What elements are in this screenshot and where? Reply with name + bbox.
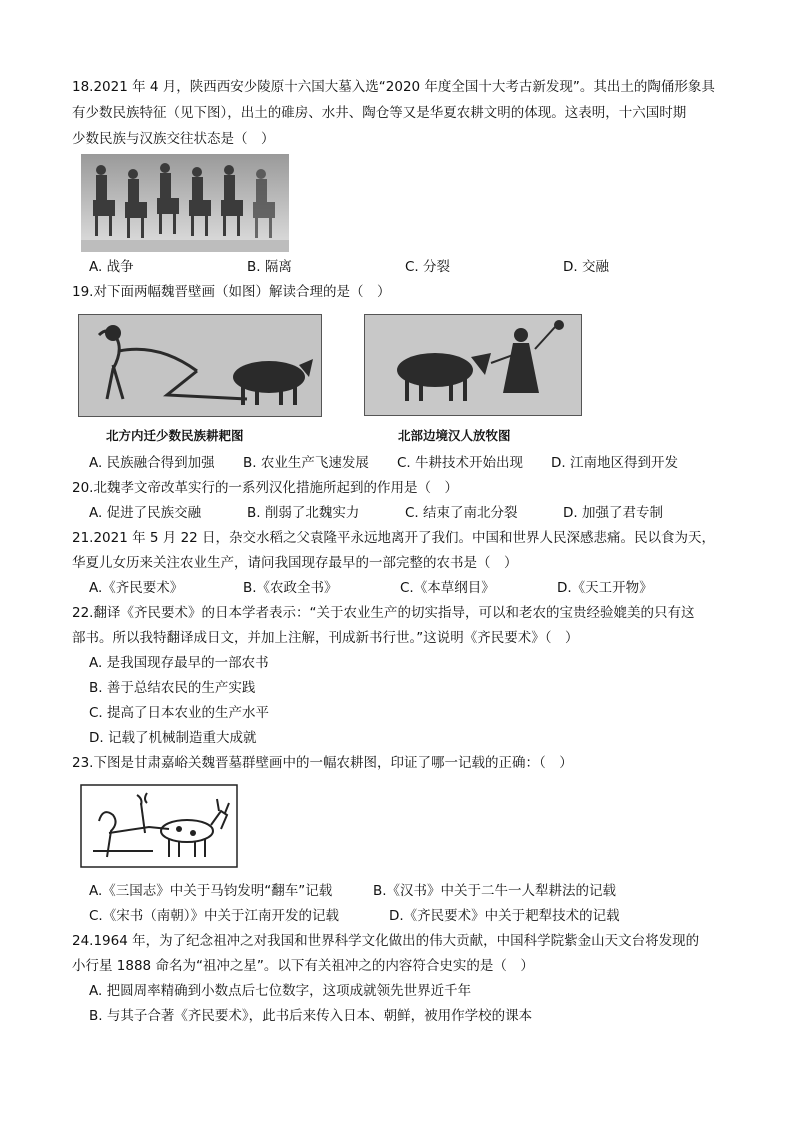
- q22-option-a: A. 是我国现存最早的一部农书: [89, 655, 269, 671]
- q19-option-b: B. 农业生产飞速发展: [243, 455, 369, 471]
- q24-option-a: A. 把圆周率精确到小数点后七位数字，这项成就领先世界近千年: [89, 983, 472, 999]
- q23-stem: 23.下图是甘肃嘉峪关魏晋墓群壁画中的一幅农耕图，印证了哪一记载的正确：（ ）: [72, 755, 573, 771]
- q24-option-b: B. 与其子合著《齐民要术》，此书后来传入日本、朝鲜，被用作学校的课本: [89, 1008, 533, 1024]
- q21-option-b: B.《农政全书》: [243, 580, 338, 596]
- q18-option-d: D. 交融: [563, 259, 609, 275]
- q18-option-b: B. 隔离: [247, 259, 292, 275]
- q21-option-d: D.《天工开物》: [557, 580, 653, 596]
- q19-stem: 19.对下面两幅魏晋壁画（如图）解读合理的是（ ）: [72, 284, 391, 300]
- caption-plowing: 北方内迁少数民族耕耙图: [106, 428, 244, 443]
- q20-stem: 20.北魏孝文帝改革实行的一系列汉化措施所起到的作用是（ ）: [72, 480, 458, 496]
- q24-line-1: 24.1964 年，为了纪念祖冲之对我国和世界科学文化做出的伟大贡献，中国科学院紫金山天文台将发现的: [72, 933, 700, 949]
- q18-option-a: A. 战争: [89, 259, 134, 275]
- q20-option-d: D. 加强了君专制: [563, 505, 663, 521]
- tomb-figurines-photo: [81, 154, 289, 252]
- q21-option-a: A.《齐民要术》: [89, 580, 184, 596]
- herding-mural: [364, 314, 582, 416]
- q18-line-3: 少数民族与汉族交往状态是（ ）: [72, 131, 275, 147]
- q22-option-c: C. 提高了日本农业的生产水平: [89, 705, 270, 721]
- q22-line-1: 22.翻译《齐民要术》的日本学者表示：“关于农业生产的切实指导，可以和老农的宝贵经验媲美的只有这: [72, 605, 695, 621]
- q24-line-2: 小行星 1888 命名为“祖冲之星”。以下有关祖冲之的内容符合史实的是（ ）: [72, 958, 534, 974]
- q22-option-b: B. 善于总结农民的生产实践: [89, 680, 256, 696]
- q20-option-b: B. 削弱了北魏实力: [247, 505, 360, 521]
- farming-mural-drawing: [79, 781, 239, 871]
- q22-option-d: D. 记载了机械制造重大成就: [89, 730, 257, 746]
- q18-line-1: 18.2021 年 4 月，陕西西安少陵原十六国大墓入选“2020 年度全国十大考古新发现”。其出土的陶俑形象具: [72, 79, 715, 95]
- q23-option-b: B.《汉书》中关于二牛一人犁耕法的记载: [373, 883, 617, 899]
- q18-option-c: C. 分裂: [405, 259, 451, 275]
- q19-option-d: D. 江南地区得到开发: [551, 455, 678, 471]
- q20-option-a: A. 促进了民族交融: [89, 505, 202, 521]
- q21-line-2: 华夏儿女历来关注农业生产，请问我国现存最早的一部完整的农书是（ ）: [72, 555, 518, 571]
- q19-option-a: A. 民族融合得到加强: [89, 455, 215, 471]
- plowing-mural: [78, 314, 322, 417]
- q18-line-2: 有少数民族特征（见下图），出土的碓房、水井、陶仓等又是华夏农耕文明的体现。这表明，十六国时期: [72, 105, 687, 121]
- q22-line-2: 部书。所以我特翻译成日文，并加上注解，刊成新书行世。”这说明《齐民要术》（ ）: [72, 630, 579, 646]
- q19-option-c: C. 牛耕技术开始出现: [397, 455, 524, 471]
- q21-option-c: C.《本草纲目》: [400, 580, 495, 596]
- q21-line-1: 21.2021 年 5 月 22 日，杂交水稻之父袁隆平永远地离开了我们。中国和世界人民深感悲痛。民以食为天，: [72, 530, 716, 546]
- q23-option-c: C.《宋书（南朝）》中关于江南开发的记载: [89, 908, 339, 924]
- q23-option-d: D.《齐民要术》中关于耙犁技术的记载: [389, 908, 620, 924]
- q23-option-a: A.《三国志》中关于马钧发明“翻车”记载: [89, 883, 333, 899]
- caption-herding: 北部边境汉人放牧图: [398, 428, 511, 443]
- q20-option-c: C. 结束了南北分裂: [405, 505, 518, 521]
